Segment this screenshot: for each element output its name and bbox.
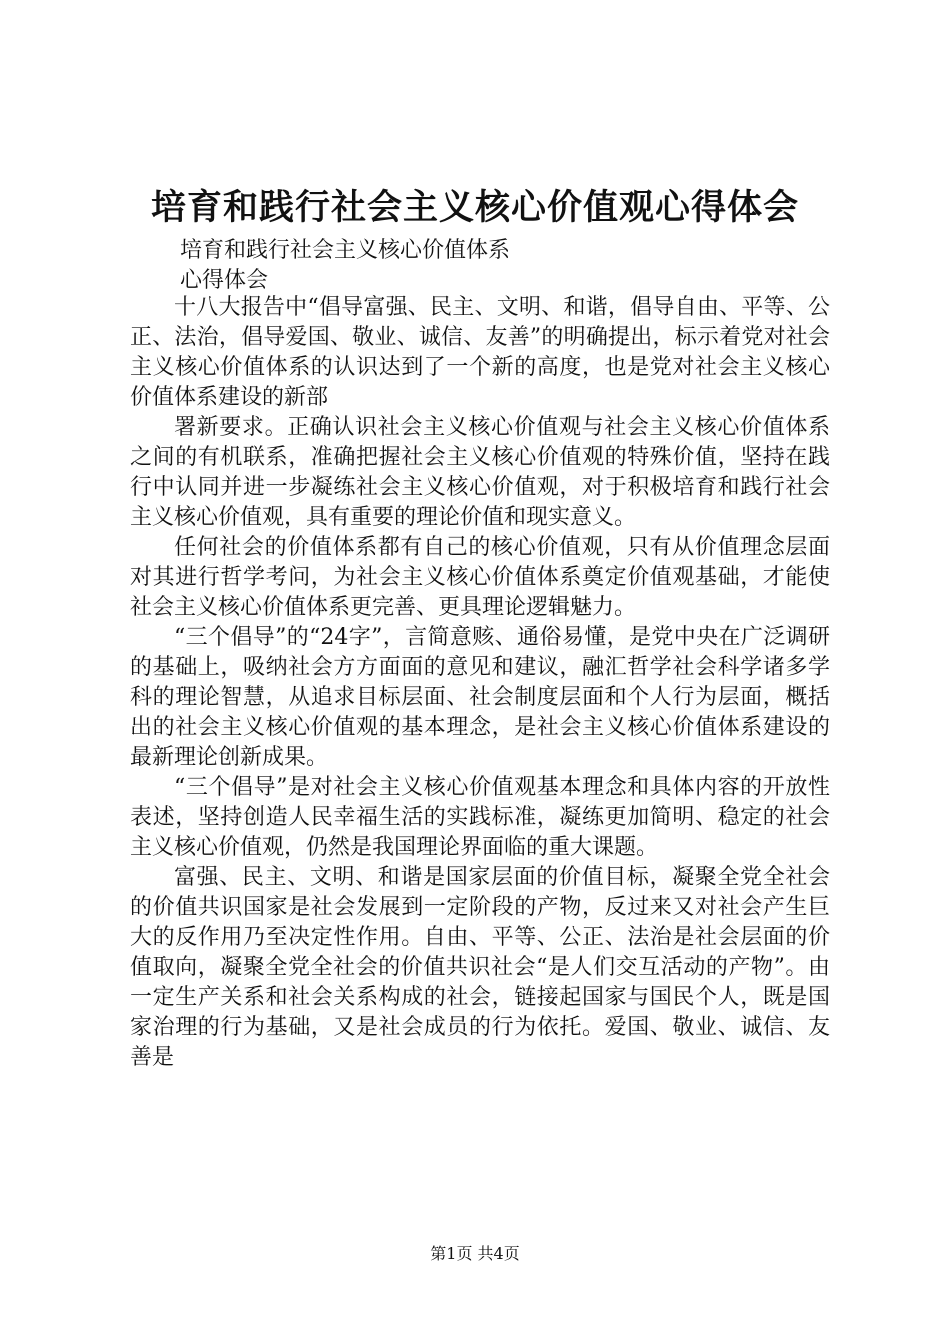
paragraph-1: 十八大报告中“倡导富强、民主、文明、和谐，倡导自由、平等、公正、法治，倡导爱国、敬业、诚信、友善”的明确提出，标示着党对社会主义核心价值体系的认识达到了一个新的高度，也是党对社会主义核心价值体系建设的新部 bbox=[130, 295, 830, 410]
paragraph-2: 署新要求。正确认识社会主义核心价值观与社会主义核心价值体系之间的有机联系，准确把握社会主义核心价值观的特殊价值，坚持在践行中认同并进一步凝练社会主义核心价值观，对于积极培育和践行社会主义核心价值观，具有重要的理论价值和现实意义。 bbox=[130, 415, 830, 530]
paragraph-6: 富强、民主、文明、和谐是国家层面的价值目标，凝聚全党全社会的价值共识国家是社会发展到一定阶段的产物，反过来又对社会产生巨大的反作用乃至决定性作用。自由、平等、公正、法治是社会层面的价值取向，凝聚全党全社会的价值共识社会“是人们交互活动的产物”。由一定生产关系和社会关系构成的社会，链接起国家与国民个人，既是国家治理的行为基础，又是社会成员的行为依托。爱国、敬业、诚信、友善是 bbox=[130, 865, 830, 1070]
paragraph-4: “三个倡导”的“24字”，言简意赅、通俗易懂，是党中央在广泛调研的基础上，吸纳社会方方面面的意见和建议，融汇哲学社会科学诸多学科的理论智慧，从追求目标层面、社会制度层面和个人行为层面，概括出的社会主义核心价值观的基本理念，是社会主义核心价值体系建设的最新理论创新成果。 bbox=[130, 625, 831, 770]
page-footer: 第1页 共4页 bbox=[430, 1244, 520, 1263]
paragraph-3: 任何社会的价值体系都有自己的核心价值观，只有从价值理念层面对其进行哲学考问，为社会主义核心价值体系奠定价值观基础，才能使社会主义核心价值体系更完善、更具理论逻辑魅力。 bbox=[130, 535, 830, 620]
subtitle-line-1: 培育和践行社会主义核心价值体系 bbox=[180, 238, 511, 263]
subtitle-line-2: 心得体会 bbox=[180, 268, 269, 293]
body-text bbox=[130, 293, 830, 1073]
page-title: 培育和践行社会主义核心价值观心得体会 bbox=[150, 187, 799, 228]
paragraph-5: “三个倡导”是对社会主义核心价值观基本理念和具体内容的开放性表述，坚持创造人民幸福生活的实践标准，凝练更加简明、稳定的社会主义核心价值观，仍然是我国理论界面临的重大课题。 bbox=[130, 775, 830, 860]
